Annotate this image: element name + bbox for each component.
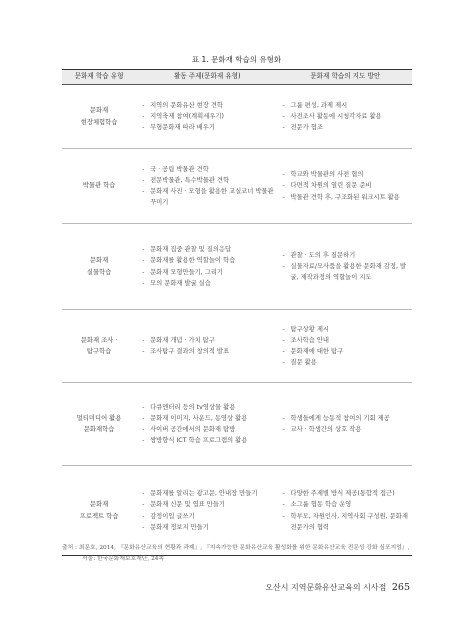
list-item: - 문화재를 활용한 역할놀이 학습 xyxy=(142,255,278,266)
list-item: - 다큐멘터리 등의 tv영상물 활용 xyxy=(142,402,278,413)
row-activities xyxy=(136,149,278,224)
list-item: - 다면적 차원의 열린 질문 준비 xyxy=(283,180,413,191)
row-activities xyxy=(136,383,278,466)
header-activities: 활동 주제(문화재 유형) xyxy=(136,70,278,85)
row-guidance xyxy=(279,310,413,383)
list-item: - 소그룹 협동 학습 운영 xyxy=(283,499,413,510)
list-item: - 문화재 개념 · 가치 탐구 xyxy=(142,335,278,346)
table-row xyxy=(62,224,412,310)
header-guidance: 문화재 학습의 지도 방안 xyxy=(279,70,413,85)
list-item: - 사이버 공간에서의 문화재 탐방 xyxy=(142,424,278,435)
running-title: 오산시 지역문화유산교육의 시사점 xyxy=(265,583,387,592)
list-item: - 국 · 공립 박물관 견학 xyxy=(142,164,278,175)
table-header-row xyxy=(62,70,412,85)
row-guidance xyxy=(279,383,413,466)
row-guidance xyxy=(279,85,413,149)
table-row xyxy=(62,466,412,556)
learning-types-table xyxy=(62,69,412,556)
row-type: 멀티미디어 활용 문화재학습 xyxy=(62,383,136,466)
list-item: - 조사탐구 결과의 창의적 발표 xyxy=(142,346,278,357)
source-note xyxy=(62,543,412,565)
header-type: 문화재 학습 유형 xyxy=(62,70,136,85)
page-footer xyxy=(265,582,410,593)
list-item: - 문화재 신문 및 엽표 만들기 xyxy=(142,499,278,510)
source-line-2: 서울: 한국문화재보호재단, 24쪽 xyxy=(82,556,165,562)
list-item: - 문화재에 대한 탐구 xyxy=(283,346,413,357)
source-line-1: 출처 : 최문호, 2014, 『문화유산교육의 현황과 과제』, 『지속가능한 문화유산교육 활성화를 위한 문화유산교육 전문성 강화 심포지엄』, xyxy=(62,545,410,551)
table-caption: 표 1. 문화재 학습의 유형화 xyxy=(191,55,282,64)
table-row xyxy=(62,383,412,466)
list-item: - 탐구상황 제시 xyxy=(283,324,413,335)
row-type: 박물관 학습 xyxy=(62,149,136,224)
row-activities xyxy=(136,310,278,383)
list-item: - 학생들에게 능동적 참여의 기회 제공 xyxy=(283,413,413,424)
row-type: 문화재 현장체험학습 xyxy=(62,85,136,149)
row-activities xyxy=(136,224,278,310)
row-guidance xyxy=(279,149,413,224)
list-item: - 학부모, 자원인사, 지역사회 구성원, 문화재 전문가의 협력 xyxy=(283,511,413,533)
page-number: 265 xyxy=(391,582,410,593)
list-item: - 문화재 정보지 만들기 xyxy=(142,522,278,533)
list-item: - 질문 활용 xyxy=(283,357,413,368)
table-row xyxy=(62,310,412,383)
list-item: - 실물자료/모사품을 활용한 문화재 감정, 발굴, 제작과정의 역할놀이 지도 xyxy=(283,261,413,283)
row-guidance xyxy=(279,224,413,310)
list-item: - 감정이입 글쓰기 xyxy=(142,511,278,522)
list-item: - 전문가 협조 xyxy=(283,122,413,133)
table-row xyxy=(62,85,412,149)
list-item: - 모의 문화재 발굴 실습 xyxy=(142,278,278,289)
list-item: - 지역의 문화유산 현장 견학 xyxy=(142,100,278,111)
row-type: 문화재 실물학습 xyxy=(62,224,136,310)
row-type: 문화재 프로젝트 학습 xyxy=(62,466,136,556)
row-activities xyxy=(136,85,278,149)
list-item: - 그룹 편성, 과제 제시 xyxy=(283,100,413,111)
list-item: - 학교와 박물관의 사전 협의 xyxy=(283,169,413,180)
list-item: - 지역축제 참여(계획세우기) xyxy=(142,111,278,122)
list-item: - 박물관 견학 후, 구조화된 워크시트 활용 xyxy=(283,192,413,203)
list-item: - 문화재 집중 관찰 및 질의응답 xyxy=(142,244,278,255)
table-row xyxy=(62,149,412,224)
list-item: - 문화재 모형만들기, 그리기 xyxy=(142,267,278,278)
row-activities xyxy=(136,466,278,556)
list-item: - 쌍방향식 ICT 학습 프로그램의 활용 xyxy=(142,435,278,446)
list-item: - 문화재 이미지, 사운드, 동영상 활용 xyxy=(142,413,278,424)
row-guidance xyxy=(279,466,413,556)
list-item: - 조사학습 안내 xyxy=(283,335,413,346)
list-item: - 문화재를 알리는 광고문, 안내장 만들기 xyxy=(142,488,278,499)
list-item: - 다양한 주제별 방식 제공(통합적 접근) xyxy=(283,488,413,499)
list-item: - 교사 · 학생간의 상호 작용 xyxy=(283,424,413,435)
list-item: - 사전조사 활동에 시청각자료 활용 xyxy=(283,111,413,122)
list-item: - 관찰 · 도의 후 질문하기 xyxy=(283,250,413,261)
list-item: - 무형문화재 따라 배우기 xyxy=(142,122,278,133)
list-item: - 문화재 사진 · 모형을 활용한 교실코너 박물관 꾸미기 xyxy=(142,186,278,208)
list-item: - 전문박물관, 특수박물관 견학 xyxy=(142,175,278,186)
row-type: 문화재 조사 · 탐구학습 xyxy=(62,310,136,383)
